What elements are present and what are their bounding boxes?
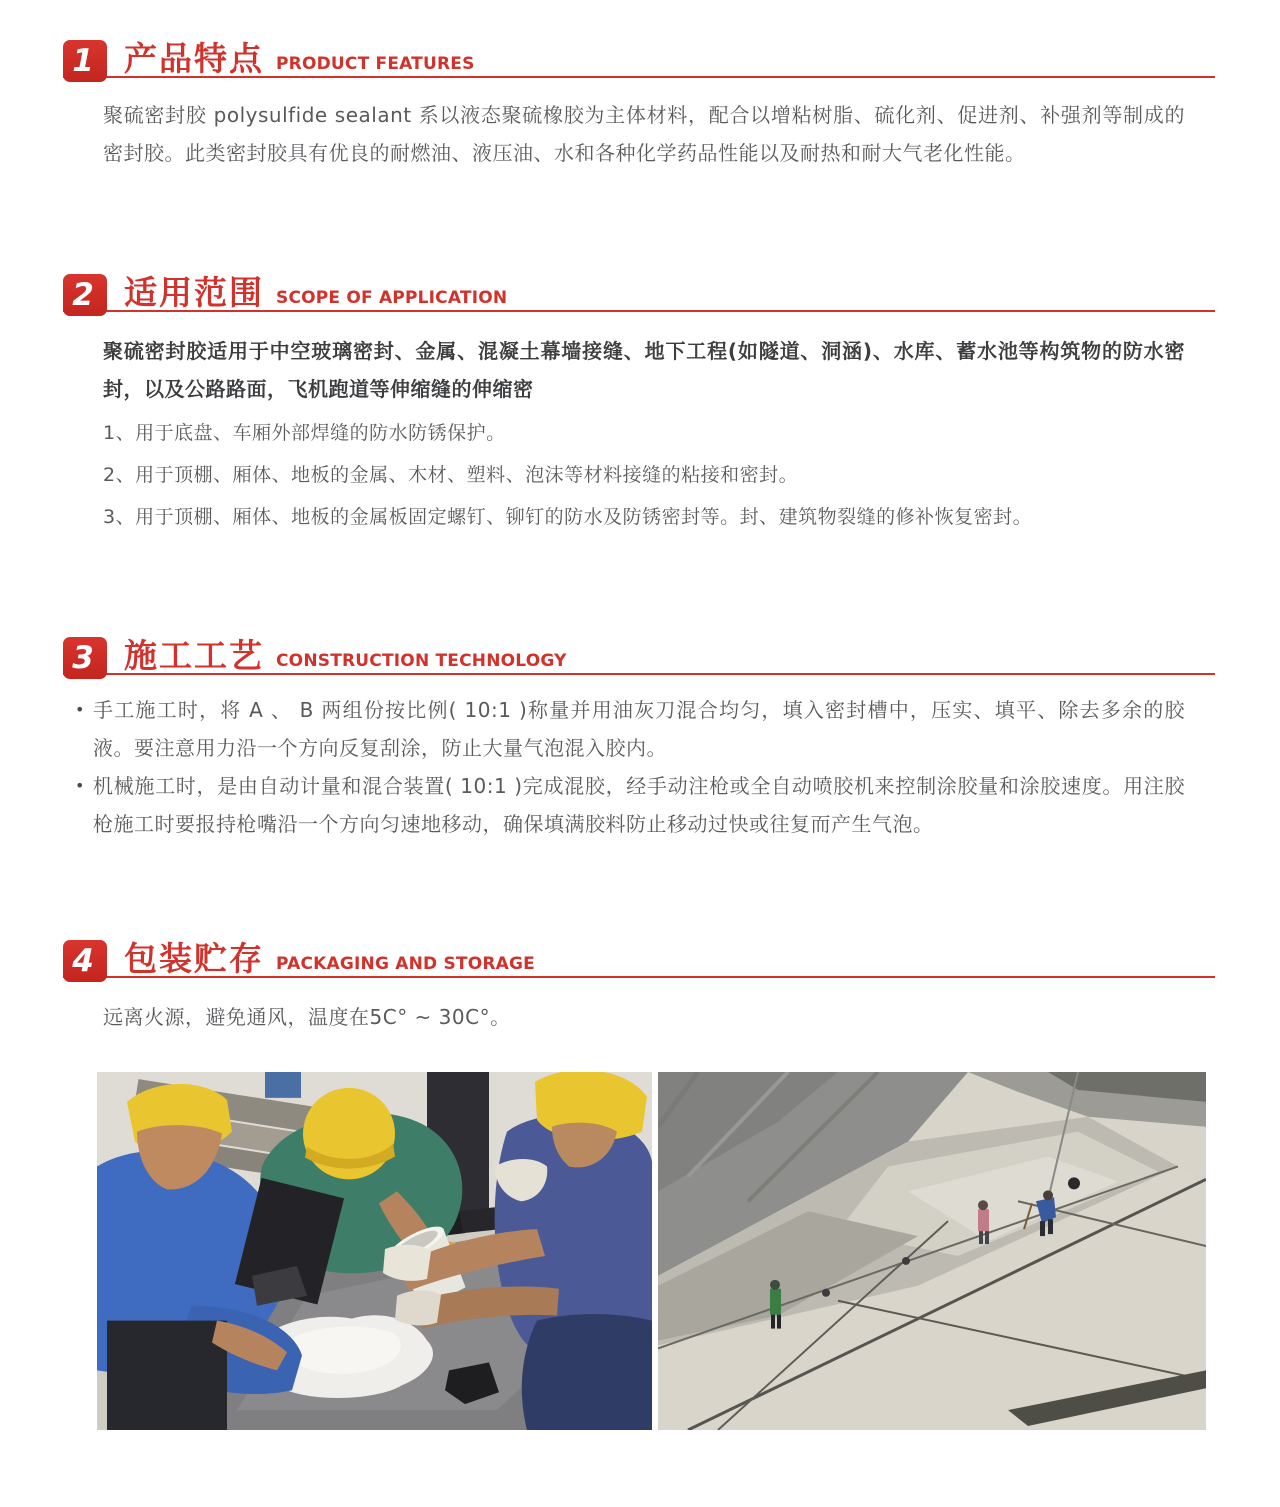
workers-applying-sealant-photo <box>97 1072 652 1430</box>
section-number: 2 <box>72 276 94 313</box>
bullet-item <box>75 767 1185 843</box>
section-1-header <box>63 40 1215 78</box>
concrete-slope-expansion-joints-photo <box>658 1072 1206 1430</box>
bullet-item <box>75 691 1185 767</box>
section-1-body <box>63 96 1215 172</box>
section-scope-of-application <box>63 274 1215 532</box>
section-number: 1 <box>72 42 94 79</box>
bullet-icon: • <box>75 700 85 719</box>
product-features-paragraph: 聚硫密封胶 polysulfide sealant 系以液态聚硫橡胶为主体材料，配合以增粘树脂、硫化剂、促进剂、补强剂等制成的密封胶。此类密封胶具有优良的耐燃油、液压油、水和各种化学药品性能以及耐热和耐大气老化性能。 <box>103 103 1185 165</box>
section-4-number-badge <box>63 940 107 982</box>
section-product-features <box>63 40 1215 172</box>
section-4-title-zh: 包装贮存 <box>124 939 264 978</box>
section-packaging-and-storage <box>63 940 1215 1036</box>
section-1-title-en: PRODUCT FEATURES <box>276 54 475 74</box>
section-1-title-zh: 产品特点 <box>124 39 264 78</box>
list-item: 3、用于顶棚、厢体、地板的金属板固定螺钉、铆钉的防水及防锈密封等。封、建筑物裂缝的修补恢复密封。 <box>103 506 1033 528</box>
section-4-title-en: PACKAGING AND STORAGE <box>276 954 535 974</box>
bullet-icon: • <box>75 776 85 795</box>
section-3-number-badge <box>63 637 107 679</box>
section-3-title-en: CONSTRUCTION TECHNOLOGY <box>276 651 567 671</box>
section-3-header <box>63 637 1215 675</box>
bullet-text: 手工施工时，将 A 、 B 两组份按比例( 10:1 )称量并用油灰刀混合均匀，填入密封槽中，压实、填平、除去多余的胶液。要注意用力沿一个方向反复刮涂，防止大量气泡混入胶内。 <box>93 698 1185 760</box>
section-2-header <box>63 274 1215 312</box>
section-1-number-badge <box>63 40 107 82</box>
section-2-title-zh: 适用范围 <box>124 273 264 312</box>
bullet-text: 机械施工时，是由自动计量和混合装置( 10:1 )完成混胶，经手动注枪或全自动喷胶机来控制涂胶量和涂胶速度。用注胶枪施工时要报持枪嘴沿一个方向匀速地移动，确保填满胶料防止移动过快或往复而产生气泡。 <box>93 774 1185 836</box>
list-item: 1、用于底盘、车厢外部焊缝的防水防锈保护。 <box>103 422 506 444</box>
section-4-body <box>63 998 1215 1036</box>
slope-photo-illustration <box>658 1072 1206 1430</box>
storage-paragraph: 远离火源，避免通风，温度在5C° ~ 30C°。 <box>103 1005 511 1029</box>
section-2-title-en: SCOPE OF APPLICATION <box>276 288 508 308</box>
section-4-header <box>63 940 1215 978</box>
section-2-number-badge <box>63 274 107 316</box>
photo-row <box>97 1072 1215 1430</box>
list-item: 2、用于顶棚、厢体、地板的金属、木材、塑料、泡沫等材料接缝的粘接和密封。 <box>103 464 799 486</box>
section-2-intro <box>63 332 1215 408</box>
section-number: 3 <box>72 639 94 676</box>
scope-application-list <box>63 418 1215 532</box>
section-number: 4 <box>72 942 94 979</box>
section-construction-technology <box>63 637 1215 843</box>
scope-intro-paragraph: 聚硫密封胶适用于中空玻璃密封、金属、混凝土幕墙接缝、地下工程(如隧道、洞涵)、水库、蓄水池等构筑物的防水密封，以及公路路面，飞机跑道等伸缩缝的伸缩密 <box>103 339 1185 401</box>
workers-photo-illustration <box>97 1072 652 1430</box>
section-3-title-zh: 施工工艺 <box>124 636 264 675</box>
construction-bullet-list <box>63 691 1215 843</box>
